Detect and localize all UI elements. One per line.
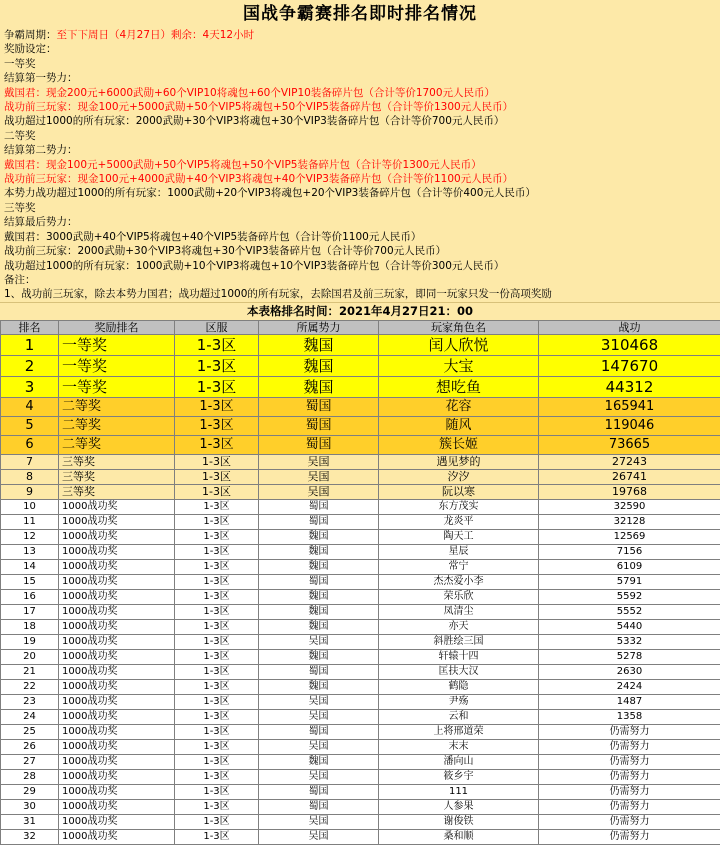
cell-rank: 22 — [1, 679, 59, 694]
cell-rank: 25 — [1, 724, 59, 739]
cell-faction: 蜀国 — [259, 799, 379, 814]
table-row — [1, 754, 720, 769]
cell-faction: 吴国 — [259, 694, 379, 709]
cell-merit: 5278 — [539, 649, 720, 664]
table-row — [1, 769, 720, 784]
table-row — [1, 416, 720, 435]
cell-player-name: 匡扶大汉 — [379, 664, 539, 679]
cell-faction: 蜀国 — [259, 574, 379, 589]
cell-player-name: 簇长姬 — [379, 435, 539, 454]
col-header-player: 玩家角色名 — [379, 320, 539, 334]
period-value: 至下下周日（4月27日）剩余：4天12小时 — [57, 29, 255, 41]
cell-player-name: 鹤隐 — [379, 679, 539, 694]
col-header-server: 区服 — [175, 320, 259, 334]
cell-rank: 32 — [1, 829, 59, 844]
table-row — [1, 529, 720, 544]
cell-faction: 蜀国 — [259, 435, 379, 454]
rule-line: 战功前三玩家：现金100元+5000武勋+50个VIP5将魂包+50个VIP5装备碎片包（合计等价1300元人民币） — [0, 100, 720, 114]
rule-line: 一等奖 — [0, 57, 720, 71]
cell-player-name: 星辰 — [379, 544, 539, 559]
cell-award: 1000战功奖 — [59, 799, 175, 814]
rule-line: 三等奖 — [0, 201, 720, 215]
cell-player-name: 遇见梦的 — [379, 454, 539, 469]
rule-line: 备注： — [0, 273, 720, 287]
cell-award: 二等奖 — [59, 397, 175, 416]
cell-merit: 32590 — [539, 499, 720, 514]
cell-faction: 蜀国 — [259, 397, 379, 416]
rule-line: 战功前三玩家：现金100元+4000武勋+40个VIP3将魂包+40个VIP3装备碎片包（合计等价1100元人民币） — [0, 172, 720, 186]
cell-merit: 165941 — [539, 397, 720, 416]
cell-player-name: 尹殇 — [379, 694, 539, 709]
cell-faction: 吴国 — [259, 739, 379, 754]
cell-player-name: 轩辕十四 — [379, 649, 539, 664]
table-row — [1, 694, 720, 709]
cell-rank: 2 — [1, 355, 59, 376]
rule-line: 战功超过1000的所有玩家：1000武勋+10个VIP3将魂包+10个VIP3装备碎片包（合计等价300元人民币） — [0, 259, 720, 273]
ranking-table — [0, 320, 720, 845]
cell-faction: 魏国 — [259, 559, 379, 574]
cell-award: 1000战功奖 — [59, 724, 175, 739]
cell-rank: 18 — [1, 619, 59, 634]
cell-award: 1000战功奖 — [59, 529, 175, 544]
table-row — [1, 619, 720, 634]
cell-award: 1000战功奖 — [59, 709, 175, 724]
cell-merit: 73665 — [539, 435, 720, 454]
col-header-faction: 所属势力 — [259, 320, 379, 334]
cell-award: 二等奖 — [59, 416, 175, 435]
cell-merit: 147670 — [539, 355, 720, 376]
cell-merit: 19768 — [539, 484, 720, 499]
table-row — [1, 799, 720, 814]
cell-player-name: 陶天工 — [379, 529, 539, 544]
table-row — [1, 514, 720, 529]
cell-faction: 蜀国 — [259, 784, 379, 799]
cell-faction: 魏国 — [259, 754, 379, 769]
cell-rank: 4 — [1, 397, 59, 416]
cell-server: 1-3区 — [175, 484, 259, 499]
cell-rank: 30 — [1, 799, 59, 814]
cell-server: 1-3区 — [175, 709, 259, 724]
cell-server: 1-3区 — [175, 559, 259, 574]
cell-merit: 27243 — [539, 454, 720, 469]
cell-rank: 15 — [1, 574, 59, 589]
cell-award: 1000战功奖 — [59, 499, 175, 514]
cell-faction: 魏国 — [259, 544, 379, 559]
cell-player-name: 汐汐 — [379, 469, 539, 484]
cell-player-name: 亦天 — [379, 619, 539, 634]
cell-rank: 8 — [1, 469, 59, 484]
cell-rank: 10 — [1, 499, 59, 514]
cell-merit: 5440 — [539, 619, 720, 634]
cell-award: 1000战功奖 — [59, 544, 175, 559]
cell-player-name: 龙炎平 — [379, 514, 539, 529]
cell-award: 一等奖 — [59, 334, 175, 355]
table-row — [1, 544, 720, 559]
cell-faction: 魏国 — [259, 355, 379, 376]
cell-server: 1-3区 — [175, 416, 259, 435]
cell-rank: 1 — [1, 334, 59, 355]
cell-faction: 魏国 — [259, 376, 379, 397]
period-line — [0, 28, 720, 42]
cell-faction: 魏国 — [259, 649, 379, 664]
cell-player-name: 常宁 — [379, 559, 539, 574]
cell-award: 1000战功奖 — [59, 619, 175, 634]
cell-award: 1000战功奖 — [59, 574, 175, 589]
table-header-row — [1, 320, 720, 334]
table-row — [1, 679, 720, 694]
cell-faction: 吴国 — [259, 769, 379, 784]
cell-award: 1000战功奖 — [59, 784, 175, 799]
cell-server: 1-3区 — [175, 334, 259, 355]
cell-award: 1000战功奖 — [59, 814, 175, 829]
cell-rank: 17 — [1, 604, 59, 619]
cell-rank: 7 — [1, 454, 59, 469]
table-row — [1, 574, 720, 589]
cell-faction: 吴国 — [259, 829, 379, 844]
cell-award: 1000战功奖 — [59, 769, 175, 784]
cell-merit: 仍需努力 — [539, 799, 720, 814]
cell-merit: 仍需努力 — [539, 784, 720, 799]
cell-merit: 7156 — [539, 544, 720, 559]
cell-award: 一等奖 — [59, 355, 175, 376]
cell-faction: 蜀国 — [259, 416, 379, 435]
cell-player-name: 人参果 — [379, 799, 539, 814]
cell-player-name: 花容 — [379, 397, 539, 416]
cell-merit: 仍需努力 — [539, 814, 720, 829]
cell-player-name: 想吃鱼 — [379, 376, 539, 397]
cell-player-name: 潘向山 — [379, 754, 539, 769]
cell-server: 1-3区 — [175, 739, 259, 754]
cell-award: 1000战功奖 — [59, 754, 175, 769]
cell-server: 1-3区 — [175, 589, 259, 604]
cell-server: 1-3区 — [175, 649, 259, 664]
table-row — [1, 739, 720, 754]
cell-server: 1-3区 — [175, 529, 259, 544]
table-body — [1, 334, 720, 844]
cell-faction: 魏国 — [259, 334, 379, 355]
cell-rank: 19 — [1, 634, 59, 649]
cell-server: 1-3区 — [175, 454, 259, 469]
cell-player-name: 荣乐欣 — [379, 589, 539, 604]
cell-rank: 12 — [1, 529, 59, 544]
cell-award: 1000战功奖 — [59, 664, 175, 679]
cell-rank: 13 — [1, 544, 59, 559]
cell-award: 三等奖 — [59, 484, 175, 499]
cell-faction: 魏国 — [259, 679, 379, 694]
page-title: 国战争霸赛排名即时排名情况 — [0, 0, 720, 28]
cell-award: 1000战功奖 — [59, 634, 175, 649]
cell-player-name: 凤清尘 — [379, 604, 539, 619]
cell-rank: 23 — [1, 694, 59, 709]
cell-server: 1-3区 — [175, 754, 259, 769]
cell-player-name: 桑和顺 — [379, 829, 539, 844]
rule-line: 戴国君：3000武勋+40个VIP5将魂包+40个VIP5装备碎片包（合计等价1100元人民币） — [0, 230, 720, 244]
cell-faction: 吴国 — [259, 634, 379, 649]
col-header-merit: 战功 — [539, 320, 720, 334]
cell-merit: 仍需努力 — [539, 739, 720, 754]
cell-server: 1-3区 — [175, 435, 259, 454]
rule-line: 二等奖 — [0, 129, 720, 143]
cell-player-name: 闰人欣悦 — [379, 334, 539, 355]
cell-merit: 5332 — [539, 634, 720, 649]
table-row — [1, 559, 720, 574]
cell-merit: 1358 — [539, 709, 720, 724]
cell-merit: 5592 — [539, 589, 720, 604]
cell-server: 1-3区 — [175, 679, 259, 694]
cell-faction: 蜀国 — [259, 514, 379, 529]
cell-award: 1000战功奖 — [59, 559, 175, 574]
table-row — [1, 604, 720, 619]
cell-player-name: 大宝 — [379, 355, 539, 376]
cell-faction: 吴国 — [259, 454, 379, 469]
cell-merit: 26741 — [539, 469, 720, 484]
cell-award: 1000战功奖 — [59, 604, 175, 619]
table-row — [1, 484, 720, 499]
cell-merit: 12569 — [539, 529, 720, 544]
cell-server: 1-3区 — [175, 814, 259, 829]
cell-server: 1-3区 — [175, 799, 259, 814]
cell-player-name: 随风 — [379, 416, 539, 435]
col-header-rank: 排名 — [1, 320, 59, 334]
rule-line: 战功前三玩家：2000武勋+30个VIP3将魂包+30个VIP3装备碎片包（合计等价700元人民币） — [0, 244, 720, 258]
cell-faction: 吴国 — [259, 814, 379, 829]
cell-merit: 仍需努力 — [539, 829, 720, 844]
cell-faction: 蜀国 — [259, 724, 379, 739]
table-row — [1, 454, 720, 469]
cell-server: 1-3区 — [175, 499, 259, 514]
table-row — [1, 814, 720, 829]
rule-line: 戴国君：现金200元+6000武勋+60个VIP10将魂包+60个VIP10装备碎片包（合计等价1700元人民币） — [0, 86, 720, 100]
cell-server: 1-3区 — [175, 544, 259, 559]
cell-rank: 28 — [1, 769, 59, 784]
table-row — [1, 499, 720, 514]
cell-player-name: 筱乡宇 — [379, 769, 539, 784]
rule-line: 结算第一势力： — [0, 71, 720, 85]
cell-merit: 1487 — [539, 694, 720, 709]
cell-faction: 魏国 — [259, 604, 379, 619]
cell-merit: 2424 — [539, 679, 720, 694]
rule-line: 结算最后势力： — [0, 215, 720, 229]
cell-rank: 16 — [1, 589, 59, 604]
cell-award: 1000战功奖 — [59, 589, 175, 604]
cell-award: 三等奖 — [59, 469, 175, 484]
rule-line: 奖励设定： — [0, 42, 720, 56]
cell-rank: 11 — [1, 514, 59, 529]
cell-player-name: 斜胜绘三国 — [379, 634, 539, 649]
cell-merit: 32128 — [539, 514, 720, 529]
table-row — [1, 435, 720, 454]
cell-award: 1000战功奖 — [59, 739, 175, 754]
cell-merit: 5791 — [539, 574, 720, 589]
cell-server: 1-3区 — [175, 574, 259, 589]
cell-faction: 吴国 — [259, 469, 379, 484]
cell-player-name: 阮以寒 — [379, 484, 539, 499]
cell-server: 1-3区 — [175, 619, 259, 634]
cell-server: 1-3区 — [175, 724, 259, 739]
table-row — [1, 724, 720, 739]
rule-line: 战功超过1000的所有玩家：2000武勋+30个VIP3将魂包+30个VIP3装备碎片包（合计等价700元人民币） — [0, 114, 720, 128]
cell-rank: 14 — [1, 559, 59, 574]
cell-rank: 5 — [1, 416, 59, 435]
cell-faction: 蜀国 — [259, 664, 379, 679]
cell-faction: 魏国 — [259, 589, 379, 604]
cell-player-name: 末末 — [379, 739, 539, 754]
cell-server: 1-3区 — [175, 784, 259, 799]
table-row — [1, 649, 720, 664]
table-row — [1, 709, 720, 724]
table-row — [1, 664, 720, 679]
cell-merit: 119046 — [539, 416, 720, 435]
cell-server: 1-3区 — [175, 694, 259, 709]
cell-server: 1-3区 — [175, 769, 259, 784]
cell-award: 1000战功奖 — [59, 679, 175, 694]
cell-rank: 20 — [1, 649, 59, 664]
cell-merit: 5552 — [539, 604, 720, 619]
cell-award: 1000战功奖 — [59, 694, 175, 709]
cell-server: 1-3区 — [175, 829, 259, 844]
cell-rank: 27 — [1, 754, 59, 769]
cell-player-name: 上将邢道荣 — [379, 724, 539, 739]
cell-player-name: 东方茂实 — [379, 499, 539, 514]
cell-server: 1-3区 — [175, 397, 259, 416]
col-header-award: 奖励排名 — [59, 320, 175, 334]
cell-rank: 26 — [1, 739, 59, 754]
rule-line: 本势力战功超过1000的所有玩家：1000武勋+20个VIP3将魂包+20个VIP3装备碎片包（合计等价400元人民币） — [0, 186, 720, 200]
rule-line: 1、战功前三玩家，除去本势力国君；战功超过1000的所有玩家，去除国君及前三玩家，即同一玩家只发一份高项奖励 — [0, 287, 720, 301]
cell-award: 1000战功奖 — [59, 514, 175, 529]
cell-merit: 2630 — [539, 664, 720, 679]
cell-rank: 29 — [1, 784, 59, 799]
cell-player-name: 111 — [379, 784, 539, 799]
rule-line: 戴国君：现金100元+5000武勋+50个VIP5将魂包+50个VIP5装备碎片包（合计等价1300元人民币） — [0, 158, 720, 172]
cell-faction: 魏国 — [259, 619, 379, 634]
cell-faction: 吴国 — [259, 709, 379, 724]
cell-rank: 31 — [1, 814, 59, 829]
table-row — [1, 397, 720, 416]
table-row — [1, 589, 720, 604]
cell-server: 1-3区 — [175, 469, 259, 484]
rule-line: 结算第二势力： — [0, 143, 720, 157]
cell-faction: 蜀国 — [259, 499, 379, 514]
cell-award: 一等奖 — [59, 376, 175, 397]
cell-server: 1-3区 — [175, 634, 259, 649]
cell-rank: 6 — [1, 435, 59, 454]
cell-server: 1-3区 — [175, 376, 259, 397]
table-row — [1, 829, 720, 844]
cell-merit: 44312 — [539, 376, 720, 397]
cell-merit: 310468 — [539, 334, 720, 355]
cell-server: 1-3区 — [175, 604, 259, 619]
table-row — [1, 376, 720, 397]
table-row — [1, 634, 720, 649]
cell-rank: 21 — [1, 664, 59, 679]
cell-rank: 24 — [1, 709, 59, 724]
cell-rank: 9 — [1, 484, 59, 499]
table-caption: 本表格排名时间：2021年4月27日21：00 — [0, 302, 720, 320]
reward-rules — [0, 42, 720, 301]
cell-player-name: 杰杰爱小李 — [379, 574, 539, 589]
cell-merit: 仍需努力 — [539, 754, 720, 769]
period-label: 争霸周期： — [4, 29, 57, 41]
cell-player-name: 云和 — [379, 709, 539, 724]
cell-rank: 3 — [1, 376, 59, 397]
cell-merit: 仍需努力 — [539, 724, 720, 739]
cell-player-name: 谢俊铁 — [379, 814, 539, 829]
table-row — [1, 355, 720, 376]
cell-merit: 6109 — [539, 559, 720, 574]
cell-award: 二等奖 — [59, 435, 175, 454]
cell-faction: 魏国 — [259, 529, 379, 544]
cell-award: 三等奖 — [59, 454, 175, 469]
cell-server: 1-3区 — [175, 514, 259, 529]
cell-server: 1-3区 — [175, 355, 259, 376]
cell-award: 1000战功奖 — [59, 649, 175, 664]
cell-server: 1-3区 — [175, 664, 259, 679]
cell-faction: 吴国 — [259, 484, 379, 499]
cell-award: 1000战功奖 — [59, 829, 175, 844]
table-row — [1, 334, 720, 355]
table-row — [1, 469, 720, 484]
cell-merit: 仍需努力 — [539, 769, 720, 784]
